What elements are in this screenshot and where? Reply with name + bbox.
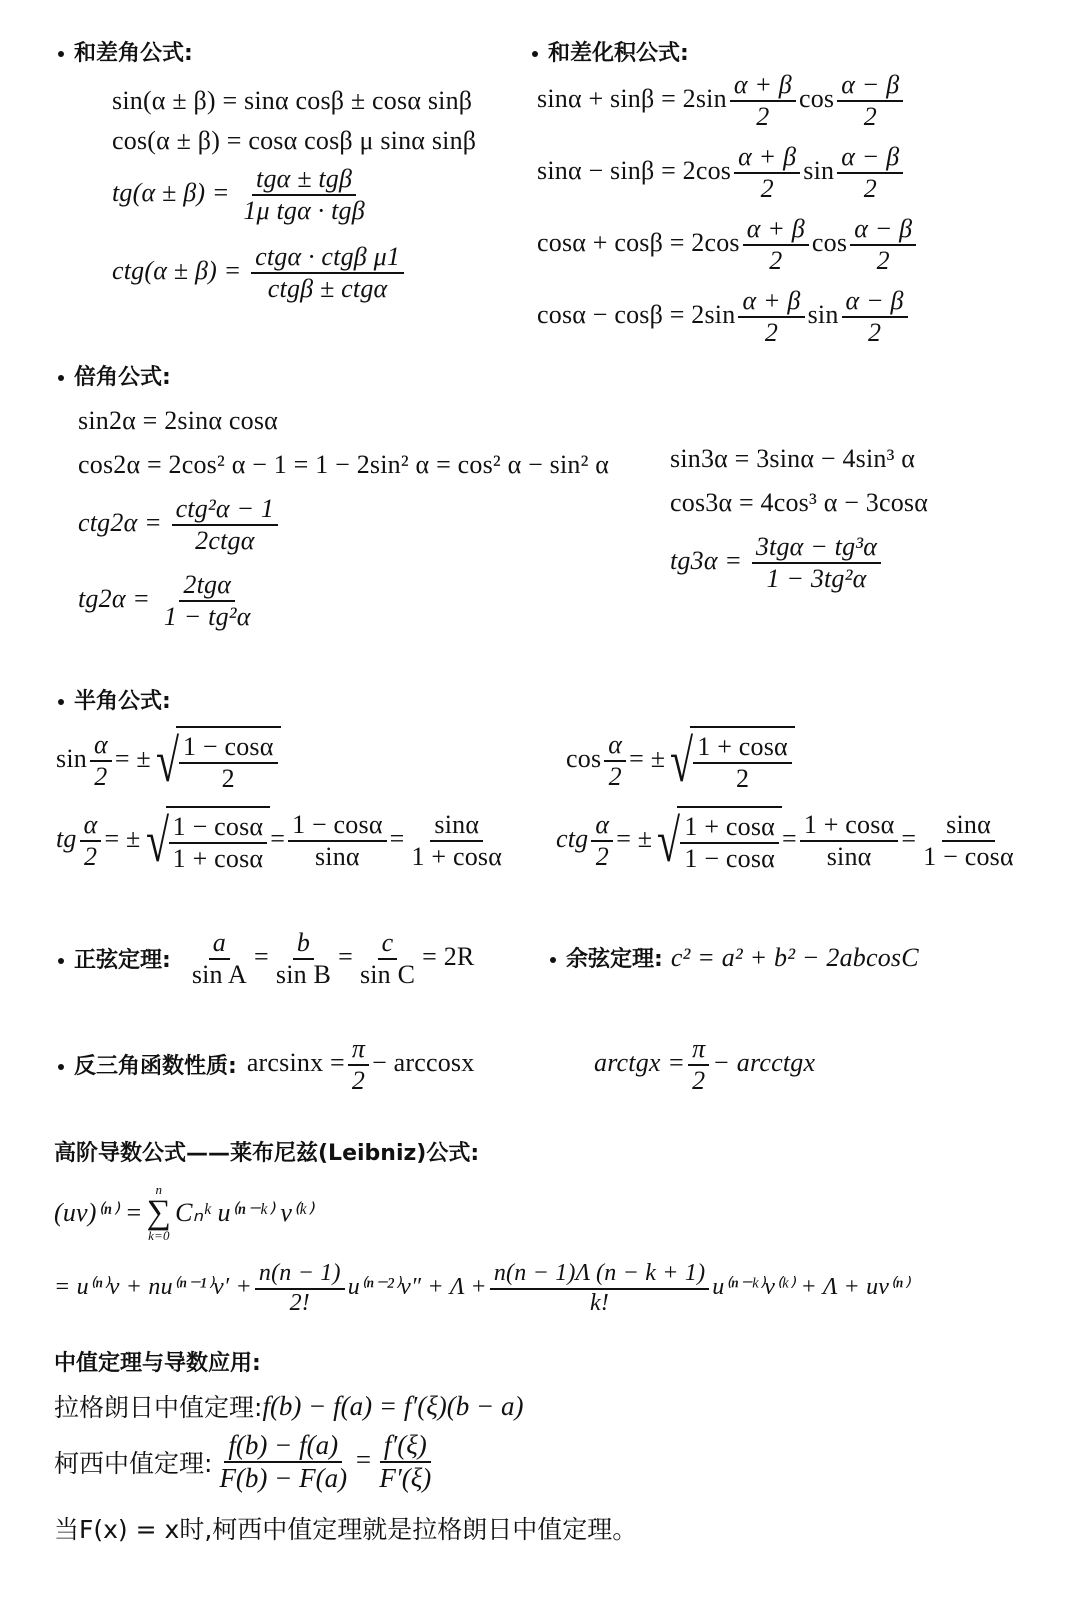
radical-sign-icon: √ bbox=[155, 728, 180, 794]
fraction-numerator: 1 − cosα bbox=[179, 732, 278, 764]
fraction bbox=[591, 810, 613, 872]
expansion-part: = u⁽ⁿ⁾v + nu⁽ⁿ⁻¹⁾v′ + bbox=[54, 1274, 252, 1301]
fraction-numerator: 2tgα bbox=[179, 570, 235, 602]
fraction-numerator: α bbox=[604, 730, 626, 762]
fraction bbox=[800, 810, 899, 872]
fraction-denominator: 2 bbox=[863, 173, 877, 203]
fraction-denominator: F(b) − F(a) bbox=[219, 1463, 348, 1494]
summation-upper: n bbox=[155, 1182, 163, 1197]
fraction bbox=[738, 286, 804, 348]
fraction-numerator: ctg²α − 1 bbox=[172, 494, 279, 526]
formula-leibniz-sum bbox=[54, 1184, 313, 1242]
fraction-denominator: 2 bbox=[760, 173, 774, 203]
radical-sign-icon: √ bbox=[657, 808, 681, 874]
section-title-half-angle bbox=[58, 684, 171, 715]
fraction-denominator: 1 − cosα bbox=[923, 842, 1014, 871]
formula-sin-plus-sin bbox=[537, 70, 906, 132]
inverse-trig-properties bbox=[58, 1034, 474, 1096]
fraction bbox=[919, 810, 1018, 872]
formula-rhs: − arcctgx bbox=[712, 1047, 816, 1077]
radical-sign-icon: √ bbox=[145, 808, 169, 874]
formula-sin2a: sin2α = 2sinα cosα bbox=[78, 406, 278, 435]
formula-ctg-sum bbox=[112, 242, 407, 304]
fraction-denominator: 2 bbox=[94, 762, 108, 791]
formula-sin-half bbox=[56, 726, 281, 796]
formula-cos-half bbox=[566, 726, 795, 796]
fraction bbox=[215, 1430, 351, 1494]
formula-tg3a bbox=[670, 532, 884, 594]
expansion-part: u⁽ⁿ⁻²⁾v″ + Λ + bbox=[347, 1274, 487, 1301]
function-name: tg bbox=[56, 823, 77, 853]
section-title-law-of-cosines bbox=[550, 942, 663, 973]
fraction-denominator: 2 bbox=[764, 317, 779, 347]
fraction bbox=[837, 70, 903, 132]
fraction-numerator: ctgα · ctgβ μ1 bbox=[251, 242, 404, 274]
fraction-denominator: 1 + cosα bbox=[411, 842, 503, 871]
summation bbox=[147, 1184, 171, 1242]
equals: = bbox=[254, 941, 269, 971]
fraction bbox=[743, 214, 809, 276]
fraction-denominator: sinα bbox=[826, 842, 872, 871]
fraction-numerator: α + β bbox=[738, 286, 804, 318]
expansion-part: u⁽ⁿ⁻ᵏ⁾v⁽ᵏ⁾ + Λ + uv⁽ⁿ⁾ bbox=[712, 1274, 910, 1301]
function-name: cos bbox=[798, 83, 835, 113]
bullet-icon bbox=[550, 957, 556, 963]
bullet-icon bbox=[58, 51, 64, 57]
fraction-numerator: α bbox=[80, 810, 102, 842]
law-of-cosines-formula: c² = a² + b² − 2abcosC bbox=[670, 942, 919, 972]
fraction-numerator: 1 − cosα bbox=[169, 812, 268, 844]
section-title-leibniz: 高阶导数公式——莱布尼兹(Leibniz)公式: bbox=[54, 1141, 480, 1166]
fraction-numerator: sinα bbox=[942, 810, 995, 842]
fraction bbox=[688, 1034, 709, 1096]
formula-sin3a: sin3α = 3sinα − 4sin³ α bbox=[670, 444, 916, 473]
formula-lhs: sinα + sinβ = 2sin bbox=[537, 83, 727, 113]
formula-lhs: ctg2α = bbox=[78, 507, 162, 537]
fraction-numerator: n(n − 1) bbox=[255, 1260, 345, 1290]
fraction-denominator: 2 bbox=[863, 101, 877, 131]
section-title-text: 和差化积公式: bbox=[548, 41, 689, 66]
equals-plus-minus: = ± bbox=[616, 823, 653, 853]
radical-sign-icon: √ bbox=[670, 728, 694, 794]
section-title-text: 反三角函数性质: bbox=[74, 1054, 237, 1080]
fraction bbox=[490, 1260, 709, 1317]
fraction-denominator: 2 bbox=[868, 317, 882, 347]
fraction bbox=[272, 928, 335, 990]
fraction bbox=[842, 286, 908, 348]
fraction bbox=[255, 1260, 345, 1317]
fraction-denominator: 2 bbox=[595, 842, 609, 871]
equals-plus-minus: = ± bbox=[114, 743, 151, 773]
fraction-numerator: f(b) − f(a) bbox=[224, 1430, 342, 1463]
fraction bbox=[837, 142, 903, 204]
sigma-icon: ∑ bbox=[146, 1194, 172, 1231]
fraction bbox=[850, 214, 916, 276]
formula-lhs: arcsinx = bbox=[246, 1047, 345, 1077]
square-root bbox=[151, 726, 281, 796]
fraction bbox=[239, 164, 369, 226]
formula-arctg bbox=[594, 1034, 815, 1096]
fraction-denominator: 2 bbox=[735, 764, 750, 793]
formula-lhs: tg3α = bbox=[670, 545, 743, 575]
fraction-numerator: α + β bbox=[734, 142, 800, 174]
formula-cos2a: cos2α = 2cos² α − 1 = 1 − 2sin² α = cos² α − sin² α bbox=[78, 450, 610, 479]
formula-lhs: (uv)⁽ⁿ⁾ = bbox=[54, 1198, 143, 1227]
equals: = bbox=[901, 823, 917, 853]
fraction-numerator: tgα ± tgβ bbox=[252, 164, 356, 196]
fraction bbox=[730, 70, 796, 132]
law-of-sines-formula bbox=[185, 928, 475, 990]
lagrange-formula: f(b) − f(a) = f′(ξ)(b − a) bbox=[262, 1390, 524, 1421]
fraction bbox=[680, 812, 779, 874]
law-of-cosines bbox=[550, 942, 919, 973]
formula-ctg2a bbox=[78, 494, 281, 556]
function-name: cos bbox=[566, 743, 602, 773]
fraction-denominator: 1 − tg²α bbox=[163, 601, 251, 631]
fraction bbox=[90, 730, 112, 792]
section-title-sum-to-product bbox=[532, 36, 689, 67]
equals: = bbox=[389, 823, 405, 853]
square-root bbox=[652, 806, 782, 876]
fraction-numerator: α − β bbox=[837, 70, 903, 102]
fraction-numerator: a bbox=[209, 928, 230, 960]
fraction-numerator: α − β bbox=[837, 142, 903, 174]
fraction bbox=[348, 1034, 369, 1096]
fraction-denominator: ctgβ ± ctgα bbox=[267, 273, 388, 303]
fraction-denominator: sin C bbox=[359, 959, 416, 989]
formula-tg2a bbox=[78, 570, 258, 632]
lagrange-theorem bbox=[54, 1388, 524, 1424]
formula-arcsin bbox=[247, 1034, 475, 1096]
section-title-text: 余弦定理: bbox=[566, 947, 663, 972]
fraction bbox=[604, 730, 626, 792]
formula-lhs: sinα − sinβ = 2cos bbox=[537, 155, 732, 185]
section-title-text: 倍角公式: bbox=[74, 365, 171, 390]
fraction-denominator: 2 bbox=[769, 245, 783, 275]
fraction-denominator: 2ctgα bbox=[195, 525, 255, 555]
formula-ctg-half bbox=[556, 806, 1021, 876]
fraction bbox=[179, 732, 278, 794]
fraction bbox=[172, 494, 279, 556]
fraction-numerator: α bbox=[90, 730, 112, 762]
fraction-numerator: α bbox=[591, 810, 613, 842]
function-name: sin bbox=[803, 155, 835, 185]
formula-sin-minus-sin bbox=[537, 142, 906, 204]
bullet-icon bbox=[532, 51, 538, 57]
formula-rhs: Cₙᵏ u⁽ⁿ⁻ᵏ⁾ v⁽ᵏ⁾ bbox=[175, 1198, 313, 1227]
formula-tg-half bbox=[56, 806, 509, 876]
equals: = bbox=[270, 823, 286, 853]
fraction-numerator: α + β bbox=[730, 70, 796, 102]
fraction bbox=[251, 242, 404, 304]
fraction bbox=[734, 142, 800, 204]
section-title-text: 和差角公式: bbox=[74, 41, 193, 66]
formula-sin-sum: sin(α ± β) = sinα cosβ ± cosα sinβ bbox=[112, 86, 473, 115]
fraction-numerator: c bbox=[378, 928, 398, 960]
formula-lhs: tg2α = bbox=[78, 583, 151, 613]
fraction-denominator: 1 + cosα bbox=[172, 844, 264, 873]
section-title-text: 正弦定理: bbox=[74, 948, 171, 974]
fraction-numerator: α − β bbox=[850, 214, 916, 246]
mean-value-note: 当F(x) = x时,柯西中值定理就是拉格朗日中值定理。 bbox=[54, 1515, 638, 1544]
formula-lhs: cosα + cosβ = 2cos bbox=[537, 227, 740, 257]
section-title-mean-value: 中值定理与导数应用: bbox=[54, 1351, 261, 1376]
bullet-icon bbox=[58, 958, 64, 964]
function-name: ctg bbox=[556, 823, 589, 853]
fraction bbox=[693, 732, 792, 794]
cauchy-label: 柯西中值定理: bbox=[54, 1449, 213, 1479]
fraction-numerator: α + β bbox=[743, 214, 809, 246]
equals-plus-minus: = ± bbox=[629, 743, 666, 773]
fraction-numerator: 1 − cosα bbox=[288, 810, 387, 842]
fraction-denominator: sin A bbox=[191, 959, 247, 989]
function-name: cos bbox=[811, 227, 848, 257]
fraction-denominator: 1 − 3tg²α bbox=[766, 563, 867, 593]
section-title-sum-difference bbox=[58, 36, 193, 67]
equals: = bbox=[354, 1444, 373, 1475]
section-title-double-angle bbox=[58, 360, 171, 391]
section-title-inverse-trig bbox=[58, 1049, 237, 1080]
bullet-icon bbox=[58, 699, 64, 705]
equals: = bbox=[338, 941, 353, 971]
bullet-icon bbox=[58, 375, 64, 381]
formula-lhs: tg(α ± β) = bbox=[112, 177, 230, 207]
fraction bbox=[160, 570, 255, 632]
function-name: sin bbox=[56, 743, 87, 773]
formula-cos-plus-cos bbox=[537, 214, 919, 276]
cauchy-theorem bbox=[54, 1430, 438, 1494]
fraction bbox=[80, 810, 102, 872]
cauchy-formula bbox=[212, 1430, 438, 1494]
fraction-numerator: α − β bbox=[842, 286, 908, 318]
fraction-denominator: sinα bbox=[314, 842, 360, 871]
fraction-denominator: 1μ tgα · tgβ bbox=[243, 195, 365, 225]
fraction-denominator: F′(ξ) bbox=[379, 1463, 432, 1494]
section-title-law-of-sines bbox=[58, 943, 171, 974]
fraction-numerator: 1 + cosα bbox=[693, 732, 792, 764]
fraction bbox=[288, 810, 387, 872]
fraction-denominator: 1 − cosα bbox=[684, 844, 775, 873]
fraction-numerator: 1 + cosα bbox=[800, 810, 899, 842]
fraction-denominator: 2 bbox=[608, 762, 622, 791]
fraction-denominator: k! bbox=[590, 1289, 610, 1316]
fraction bbox=[356, 928, 419, 990]
fraction-numerator: π bbox=[688, 1034, 709, 1066]
equals-plus-minus: = ± bbox=[104, 823, 141, 853]
bullet-icon bbox=[58, 1064, 64, 1070]
law-of-sines bbox=[58, 928, 474, 990]
fraction-denominator: 2 bbox=[351, 1065, 366, 1095]
fraction-denominator: 2 bbox=[756, 101, 770, 131]
fraction-denominator: 2! bbox=[289, 1289, 310, 1316]
fraction bbox=[752, 532, 881, 594]
square-root bbox=[141, 806, 271, 876]
fraction-numerator: π bbox=[348, 1034, 369, 1066]
equals: = bbox=[781, 823, 797, 853]
formula-tg-sum bbox=[112, 164, 372, 226]
fraction-numerator: b bbox=[293, 928, 314, 960]
fraction-denominator: 2 bbox=[83, 842, 98, 871]
fraction-numerator: f′(ξ) bbox=[380, 1430, 431, 1463]
square-root bbox=[665, 726, 795, 796]
formula-leibniz-expansion bbox=[54, 1260, 909, 1317]
fraction-denominator: 2 bbox=[876, 245, 890, 275]
fraction bbox=[188, 928, 251, 990]
fraction bbox=[375, 1430, 435, 1494]
formula-rhs: − arccosx bbox=[372, 1047, 475, 1077]
fraction-denominator: 2 bbox=[692, 1065, 706, 1095]
fraction-numerator: n(n − 1)Λ (n − k + 1) bbox=[490, 1260, 709, 1290]
summation-lower: k=0 bbox=[148, 1228, 170, 1243]
fraction-numerator: 1 + cosα bbox=[680, 812, 779, 844]
section-title-text: 半角公式: bbox=[74, 689, 171, 714]
fraction-denominator: 2 bbox=[221, 764, 235, 793]
lagrange-label: 拉格朗日中值定理: bbox=[54, 1393, 263, 1422]
formula-lhs: arctgx = bbox=[594, 1047, 686, 1077]
formula-lhs: cosα − cosβ = 2sin bbox=[537, 299, 736, 329]
fraction bbox=[169, 812, 268, 874]
formula-lhs: ctg(α ± β) = bbox=[112, 255, 242, 285]
formula-cos-minus-cos bbox=[537, 286, 911, 348]
formula-cos-sum: cos(α ± β) = cosα cosβ μ sinα sinβ bbox=[112, 126, 477, 155]
fraction-numerator: sinα bbox=[430, 810, 483, 842]
formula-rhs: = 2R bbox=[422, 941, 475, 971]
function-name: sin bbox=[807, 299, 839, 329]
fraction bbox=[408, 810, 507, 872]
fraction-numerator: 3tgα − tg³α bbox=[752, 532, 881, 564]
formula-cos3a: cos3α = 4cos³ α − 3cosα bbox=[670, 488, 929, 517]
fraction-denominator: sin B bbox=[275, 959, 332, 989]
